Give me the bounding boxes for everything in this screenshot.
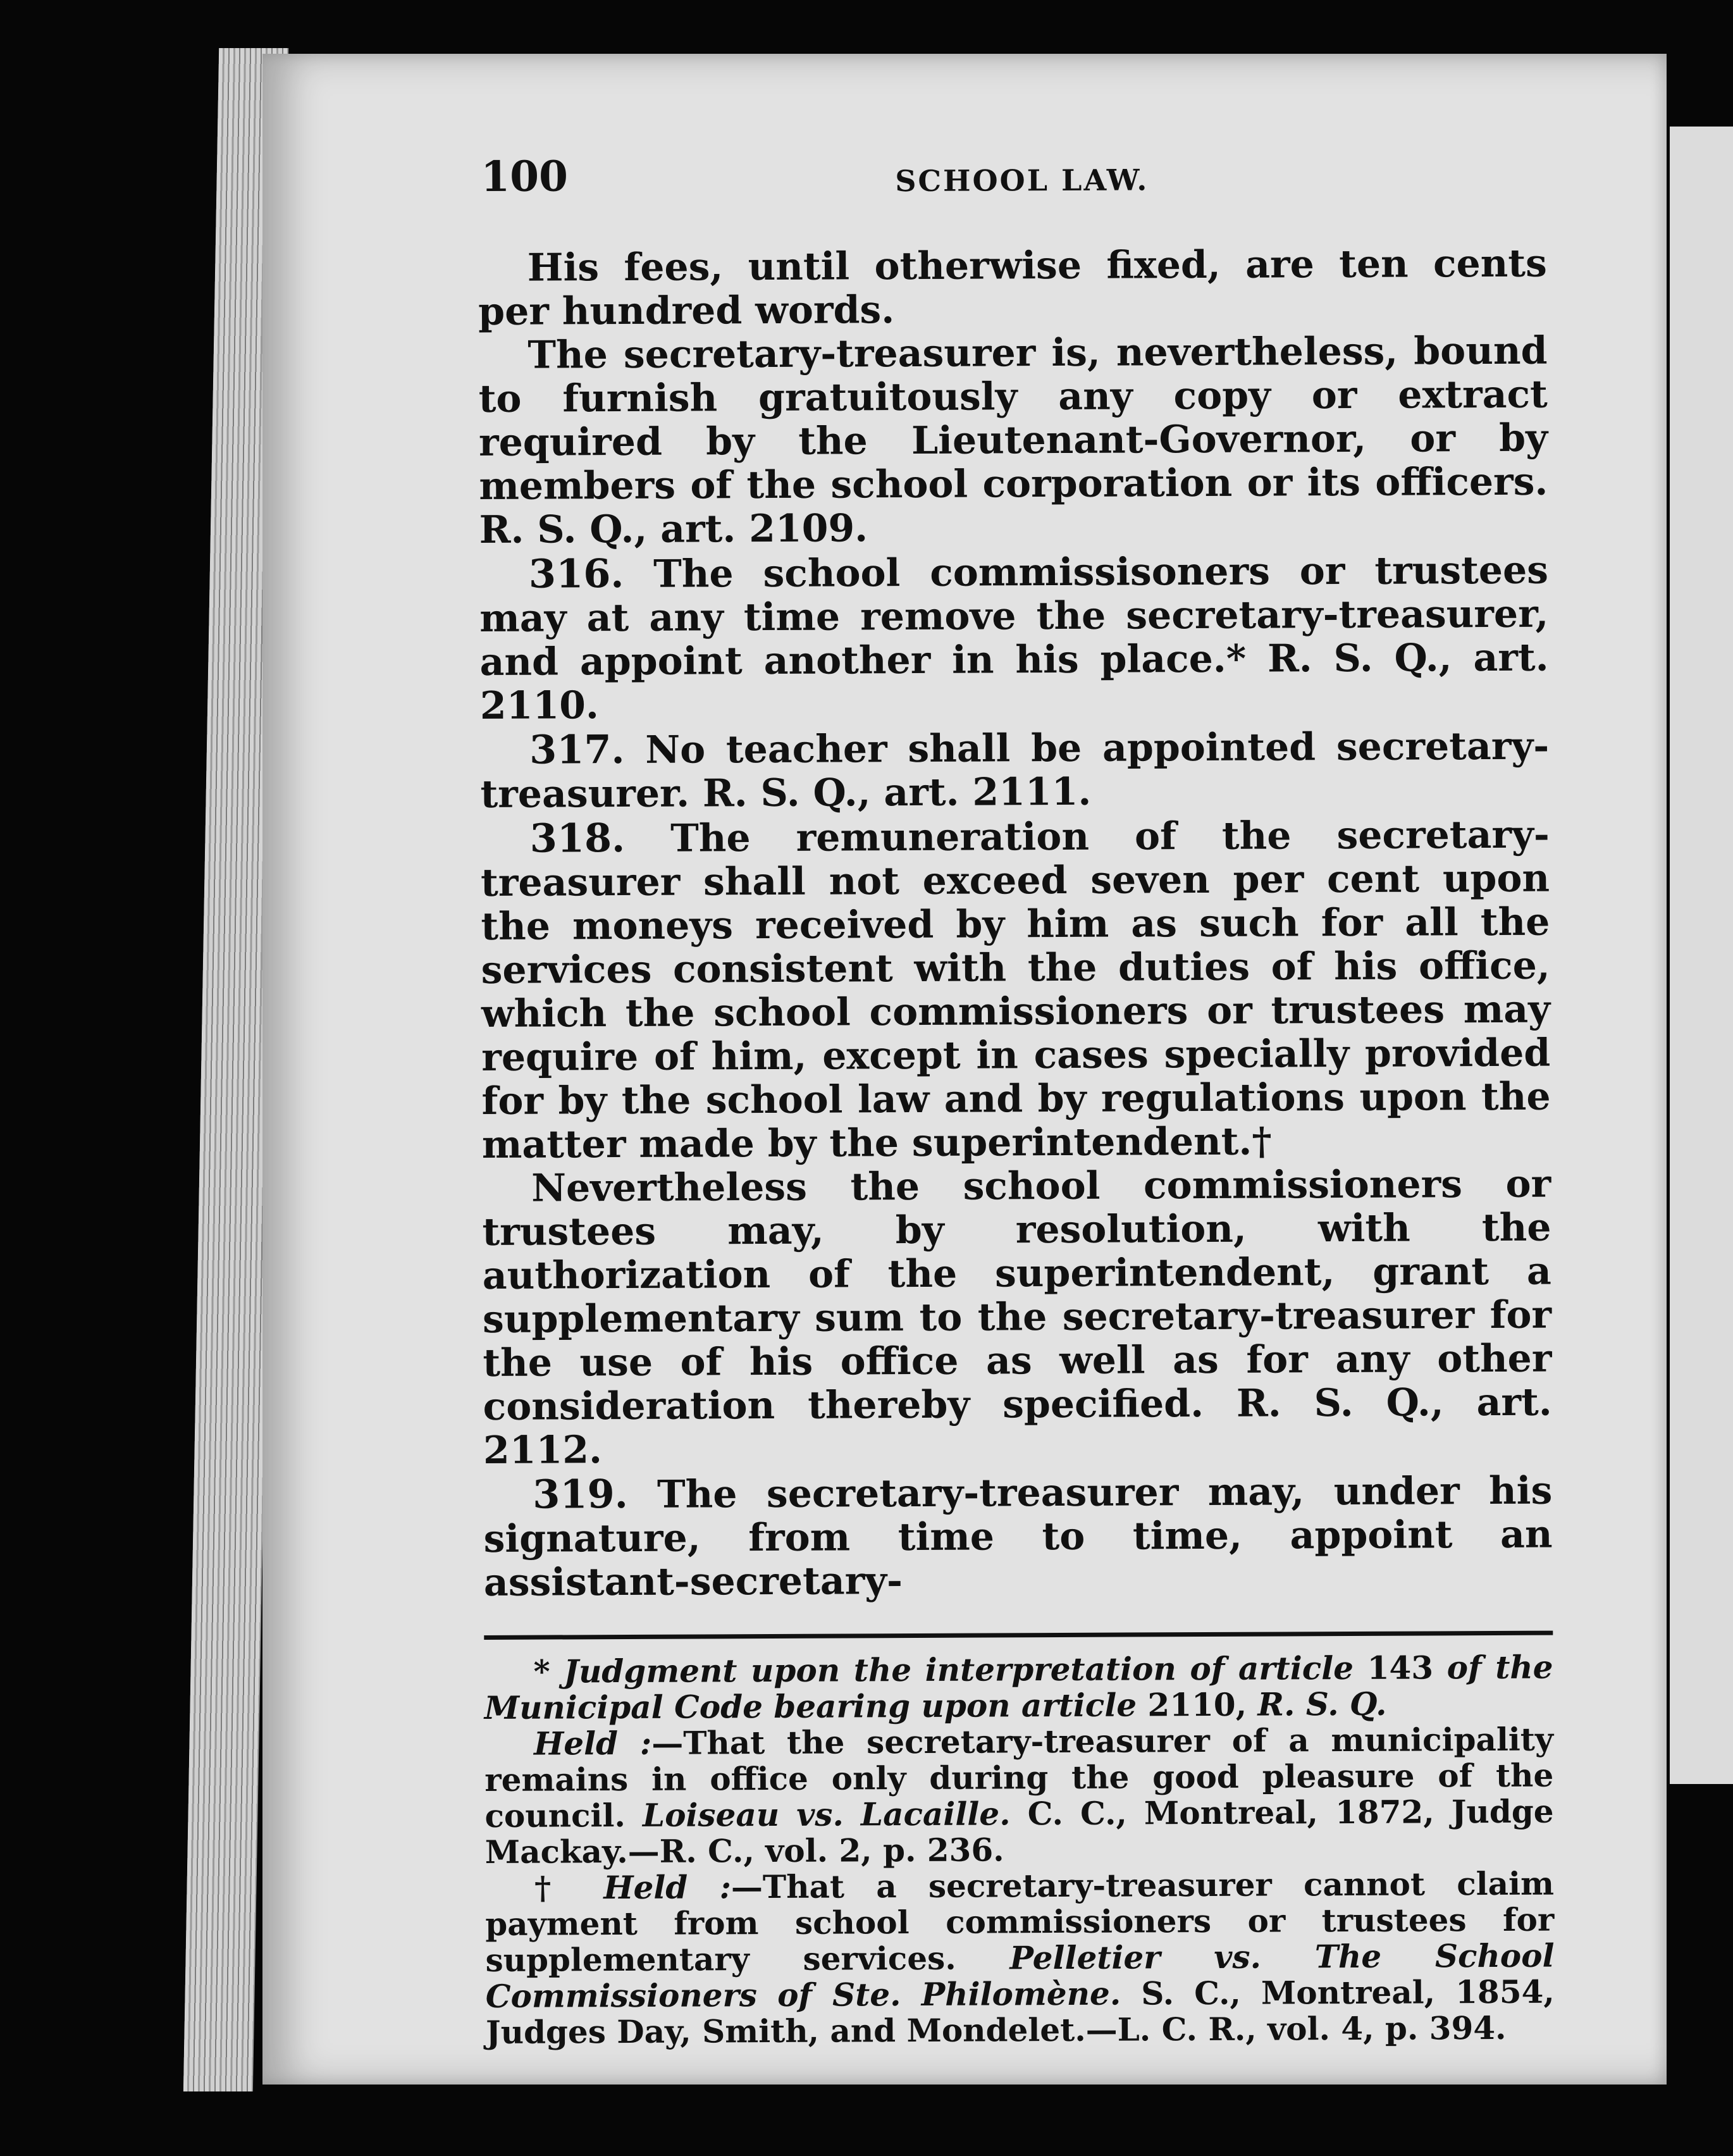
page-text [478,141,1555,2050]
article-text: . No teacher shall be appointed secretary-treasurer. R. S. Q., art. 2111. [480,724,1550,817]
held-text: —That the secretary-treasurer of a municipality remains in office only during the good pleasure of the council. [484,1720,1554,1835]
case-name: Pelletier vs. The School Commissioners of Ste. Philomène. [485,1936,1555,2015]
footnote-article-ref: 2110, [1147,1685,1247,1724]
case-citation: C. C., Montreal, 1872, Judge Mackay.—R. C., vol. 2, p. 236. [484,1792,1554,1871]
article-317 [480,724,1550,817]
footnote-rule [484,1631,1553,1640]
footnote-article-number: 143 [1367,1649,1434,1687]
footnote-rsq: R. S. Q. [1246,1685,1387,1723]
article-319 [483,1468,1553,1605]
footnote-heading: * Judgment upon the interpretation of article [533,1649,1367,1690]
footnote-held-2 [485,1866,1555,2050]
article-number: 317 [529,726,612,773]
article-text: . The school commissisoners or trustees may at any time remove the secretary-treasurer, and appoint another in his place.* R. S. Q., art. 2110. [479,548,1549,728]
article-316 [479,548,1549,728]
paragraph-supplementary-sum: Nevertheless the school commissioners or trustees may, by resolution, with the authorization of the superintendent, grant a supplementary sum to the secretary-treasurer for the use of his office as well as for any other consideration thereby specified. R. S. Q., art. 2112. [482,1162,1552,1473]
article-text: . The remuneration of the secretary-treasurer shall not exceed seven per cent upon the moneys received by him as such for all the services consistent with the duties of his office, which the school commissioners or trustees may require of him, except in cases specially provided for by the school law and by regulations upon the matter made by the superintendent.† [480,812,1551,1167]
held-label: Held : [603,1868,732,1907]
paragraph-fees: His fees, until otherwise fixed, are ten cents per hundred words. [478,241,1547,334]
article-number: 316 [528,550,611,597]
case-name: Loiseau vs. Lacaille. [642,1795,1011,1834]
dagger-mark: † [534,1869,604,1907]
held-text: —That a secretary-treasurer cannot claim payment from school commissioners or trustees for supplementary services. [485,1864,1555,1979]
page-number: 100 [481,151,569,201]
article-318 [481,812,1551,1167]
article-number: 318 [529,815,612,862]
case-citation: S. C., Montreal, 1854, Judges Day, Smith, and Mondelet.—L. C. R., vol. 4, p. 394. [485,1973,1555,2051]
paragraph-gratuitous-copies: The secretary-treasurer is, nevertheless, bound to furnish gratuitously any copy or extract required by the Lieutenant-Governor, or by members of the school corporation or its officers. R. S. Q., art. 2109. [478,328,1548,552]
footnote-judgment [484,1649,1553,1726]
held-label: Held : [533,1724,652,1763]
facing-page-edge [1670,127,1733,1784]
footnote-held-1 [484,1721,1554,1870]
footnote-heading-cont: of the Municipal Code bearing upon article [484,1648,1553,1726]
article-text: . The secretary-treasurer may, under his signature, from time to time, appoint an assistant-secretary- [483,1468,1553,1605]
running-title: SCHOOL LAW. [895,163,1149,199]
article-number: 319 [533,1471,615,1518]
running-head [478,141,1547,247]
